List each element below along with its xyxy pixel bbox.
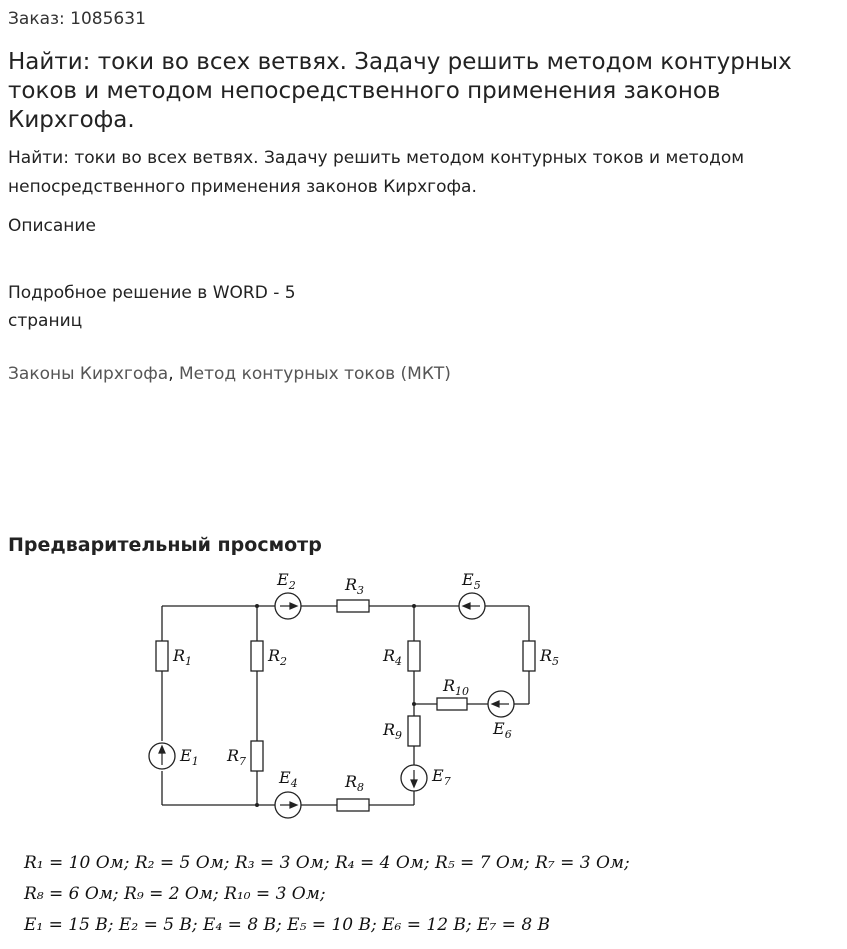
params-line-2: R₈ = 6 Ом; R₉ = 2 Ом; R₁₀ = 3 Ом;: [24, 884, 326, 904]
tag-separator: ,: [168, 364, 174, 384]
label-r9: $R_9$: [383, 720, 403, 742]
label-r1: $R_1$: [173, 646, 193, 668]
task-description: Найти: токи во всех ветвях. Задачу решить методом контурных токов и методом непосредственного применения законов Кирхгофа.: [8, 148, 745, 197]
resistor-r1: [156, 641, 168, 671]
label-r8: $R_8$: [345, 772, 365, 794]
resistor-r5: [523, 641, 535, 671]
label-r4: $R_4$: [383, 646, 403, 668]
label-r10: $R_{10}$: [443, 676, 470, 698]
label-e6: $E_6$: [493, 719, 512, 741]
label-r3: $R_3$: [345, 575, 365, 597]
solution-detail: Подробное решение в WORD - 5 страниц: [8, 283, 296, 331]
description-heading: Описание: [8, 216, 96, 236]
params-line-3: E₁ = 15 B; E₂ = 5 B; E₄ = 8 B; E₅ = 10 B; E₆ = 12 B; E₇ = 8 B: [24, 915, 551, 935]
label-r7: $R_7$: [227, 746, 247, 768]
preview-heading: Предварительный просмотр: [8, 534, 322, 556]
label-e1: $E_1$: [180, 746, 199, 768]
order-number: Заказ: 1085631: [8, 9, 146, 29]
tag-kirchhoff-laws[interactable]: Законы Кирхгофа: [8, 364, 169, 384]
resistor-r10: [437, 698, 467, 710]
resistor-r3: [337, 600, 369, 612]
label-e4: $E_4$: [279, 768, 298, 790]
label-r2: $R_2$: [268, 646, 288, 668]
resistor-r4: [408, 641, 420, 671]
label-r5: $R_5$: [540, 646, 560, 668]
label-e5: $E_5$: [462, 570, 481, 592]
resistor-r8: [337, 799, 369, 811]
resistor-r7: [251, 741, 263, 771]
tag-mesh-current-method[interactable]: Метод контурных токов (МКТ): [179, 364, 451, 384]
resistor-r2: [251, 641, 263, 671]
params-line-1: R₁ = 10 Ом; R₂ = 5 Ом; R₃ = 3 Ом; R₄ = 4 Ом; R₅ = 7 Ом; R₇ = 3 Ом;: [24, 853, 630, 873]
page-title: Найти: токи во всех ветвях. Задачу решить методом контурных токов и методом непосредственного применения законов Кирхгофа.: [8, 49, 792, 133]
resistor-r9: [408, 716, 420, 746]
circuit-diagram: [0, 560, 847, 949]
label-e2: $E_2$: [277, 570, 296, 592]
label-e7: $E_7$: [432, 766, 451, 788]
tag-list: [8, 364, 451, 384]
